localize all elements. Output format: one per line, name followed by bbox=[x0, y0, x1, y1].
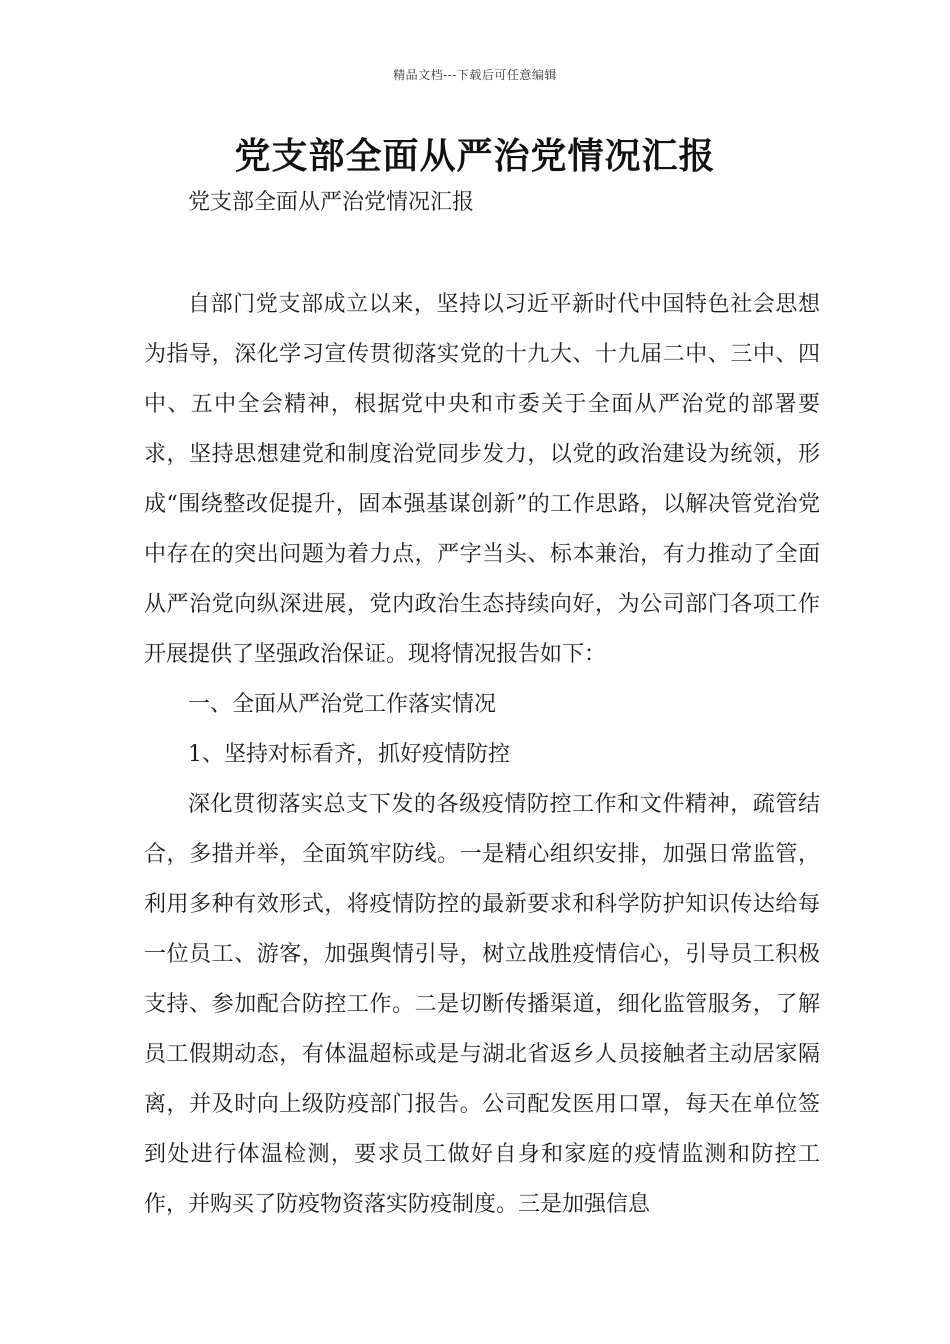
document-subtitle: 党支部全面从严治党情况汇报 bbox=[188, 190, 475, 215]
document-body bbox=[144, 280, 820, 1230]
section-heading: 一、全面从严治党工作落实情况 bbox=[188, 692, 497, 717]
header-note: 精品文档---下载后可任意编辑 bbox=[393, 68, 557, 82]
paragraph-epidemic-control: 深化贯彻落实总支下发的各级疫情防控工作和文件精神，疏管结合，多措并举，全面筑牢防线。一是精心组织安排，加强日常监管，利用多种有效形式，将疫情防控的最新要求和科学防护知识传达给每一位员工、游客，加强舆情引导，树立战胜疫情信心，引导员工积极支持、参加配合防控工作。二是切断传播渠道，细化监管服务，了解员工假期动态，有体温超标或是与湖北省返乡人员接触者主动居家隔离，并及时向上级防疫部门报告。公司配发医用口罩，每天在单位签到处进行体温检测，要求员工做好自身和家庭的疫情监测和防控工作，并购买了防疫物资落实防疫制度。三是加强信息 bbox=[144, 792, 820, 1217]
subsection-heading: 1、坚持对标看齐，抓好疫情防控 bbox=[188, 742, 510, 767]
paragraph-intro: 自部门党支部成立以来，坚持以习近平新时代中国特色社会思想为指导，深化学习宣传贯彻落实党的十九大、十九届二中、三中、四中、五中全会精神，根据党中央和市委关于全面从严治党的部署要求，坚持思想建党和制度治党同步发力，以党的政治建设为统领，形成“围绕整改促提升，固本强基谋创新”的工作思路，以解决管党治党中存在的突出问题为着力点，严字当头、标本兼治，有力推动了全面从严治党向纵深进展，党内政治生态持续向好，为公司部门各项工作开展提供了坚强政治保证。现将情况报告如下： bbox=[144, 292, 820, 667]
document-title: 党支部全面从严治党情况汇报 bbox=[234, 135, 716, 177]
